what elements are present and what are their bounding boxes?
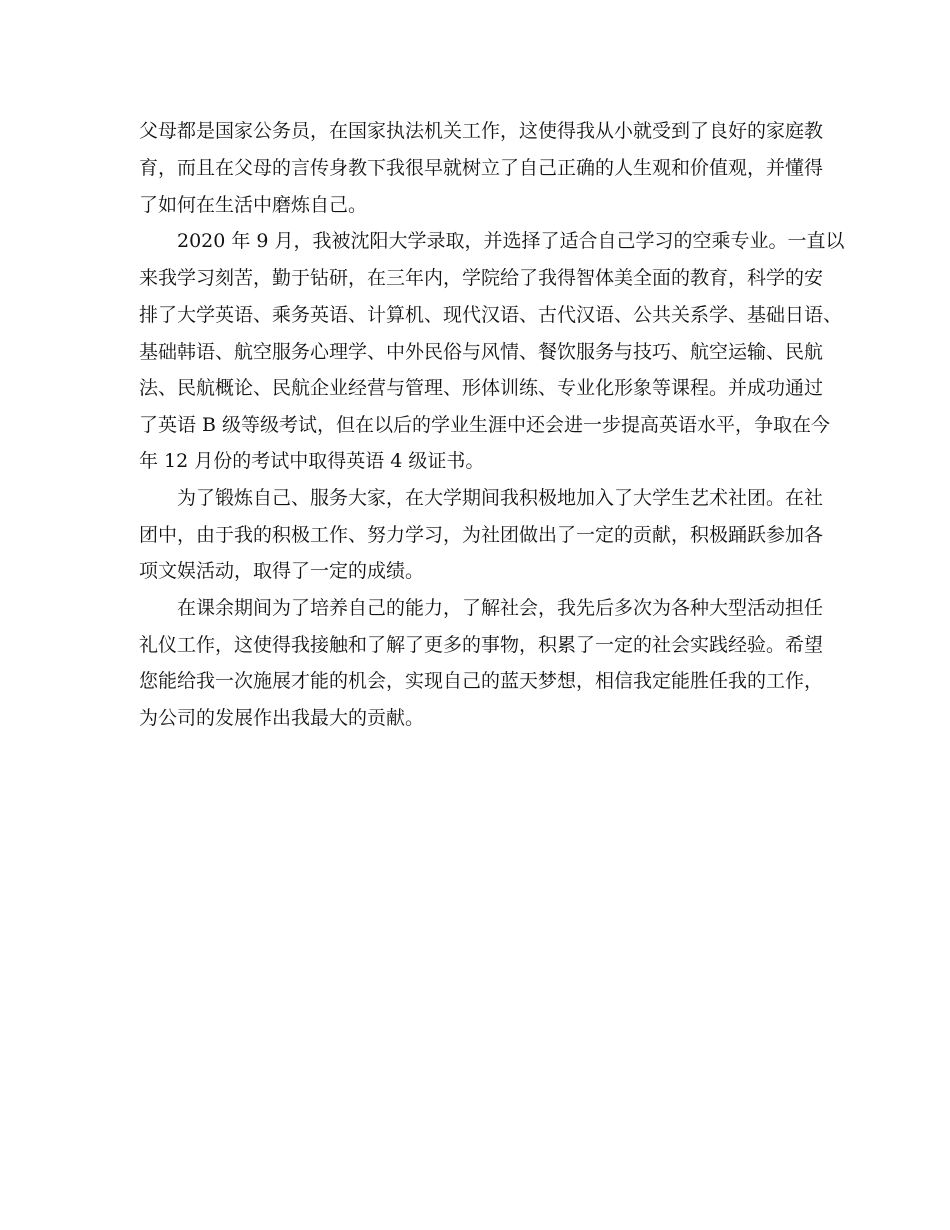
text-line: 法、民航概论、民航企业经营与管理、形体训练、专业化形象等课程。并成功通过 [139, 377, 824, 399]
text-line: 为公司的发展作出我最大的贡献。 [139, 707, 425, 729]
text-line: 育，而且在父母的言传身教下我很早就树立了自己正确的人生观和价值观，并懂得 [139, 157, 824, 179]
text-line: 排了大学英语、乘务英语、计算机、现代汉语、古代汉语、公共关系学、基础日语、 [139, 304, 843, 326]
text-line: 年 12 月份的考试中取得英语 4 级证书。 [139, 450, 485, 472]
text-line: 在课余期间为了培养自己的能力，了解社会，我先后多次为各种大型活动担任 [177, 597, 824, 619]
text-line: 团中，由于我的积极工作、努力学习，为社团做出了一定的贡献，积极踊跃参加各 [139, 524, 824, 546]
text-line: 基础韩语、航空服务心理学、中外民俗与风情、餐饮服务与技巧、航空运输、民航 [139, 341, 824, 363]
text-line: 了英语 B 级等级考试，但在以后的学业生涯中还会进一步提高英语水平，争取在今 [139, 414, 831, 436]
text-line: 礼仪工作，这使得我接触和了解了更多的事物，积累了一定的社会实践经验。希望 [139, 634, 824, 656]
text-line: 项文娱活动，取得了一定的成绩。 [139, 560, 425, 582]
text-line: 您能给我一次施展才能的机会，实现自己的蓝天梦想，相信我定能胜任我的工作， [139, 670, 824, 692]
text-line: 了如何在生活中磨炼自己。 [139, 194, 368, 216]
text-line: 父母都是国家公务员，在国家执法机关工作，这使得我从小就受到了良好的家庭教 [139, 120, 824, 142]
text-line: 来我学习刻苦，勤于钻研，在三年内，学院给了我得智体美全面的教育，科学的安 [139, 267, 824, 289]
text-line: 为了锻炼自己、服务大家，在大学期间我积极地加入了大学生艺术社团。在社 [177, 487, 824, 509]
text-line: 2020 年 9 月，我被沈阳大学录取，并选择了适合自己学习的空乘专业。一直以 [177, 230, 845, 252]
